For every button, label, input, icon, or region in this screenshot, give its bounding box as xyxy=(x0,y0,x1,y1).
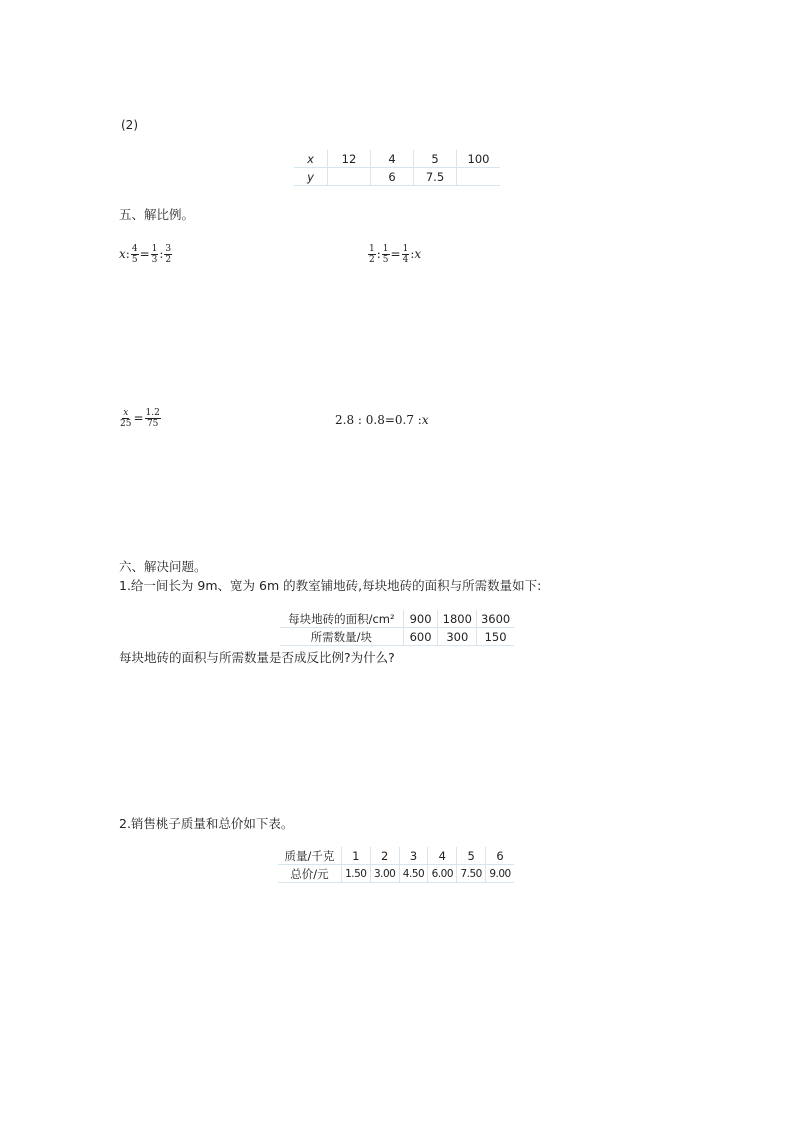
fraction: $\frac{1}{3}$ xyxy=(151,244,158,265)
table-row xyxy=(280,628,514,646)
row-label: 总价/元 xyxy=(278,865,341,883)
section5-title: 五、解比例。 xyxy=(119,207,195,222)
table-row xyxy=(294,168,500,186)
fraction: $\frac{1}{5}$ xyxy=(382,244,389,265)
table-cell: 5 xyxy=(457,847,486,865)
row-label: 所需数量/块 xyxy=(280,628,403,646)
question-1-prompt: 每块地砖的面积与所需数量是否成反比例?为什么? xyxy=(119,650,395,665)
row-label: 每块地砖的面积/cm² xyxy=(280,610,403,628)
colon: : xyxy=(410,247,415,261)
colon: : xyxy=(376,247,381,261)
fraction: $\frac{1}{2}$ xyxy=(369,244,375,265)
table-cell: 4 xyxy=(428,847,457,865)
table-cell: 7.5 xyxy=(414,168,457,186)
table-row xyxy=(294,150,500,168)
tile-table xyxy=(280,610,514,646)
row-label: 质量/千克 xyxy=(278,847,341,865)
table-cell: 5 xyxy=(414,150,457,168)
table-cell: 100 xyxy=(457,150,501,168)
table-row xyxy=(278,865,514,883)
table-cell: 3600 xyxy=(477,610,514,628)
row-label: y xyxy=(294,168,328,186)
table-row xyxy=(280,610,514,628)
equals-sign: = xyxy=(390,247,401,261)
proportion-equation-4 xyxy=(335,413,429,427)
equals-sign: = xyxy=(139,247,150,261)
question-1-text: 1.给一间长为 9m、宽为 6m 的教室铺地砖,每块地砖的面积与所需数量如下: xyxy=(119,578,542,593)
table-cell: 150 xyxy=(477,628,514,646)
table-cell: 900 xyxy=(403,610,438,628)
variable-x: x xyxy=(414,247,422,261)
table-cell: 6 xyxy=(486,847,514,865)
part-label: (2) xyxy=(121,118,138,132)
fraction: $\frac{4}{5}$ xyxy=(131,244,138,265)
table-cell: 3 xyxy=(399,847,428,865)
table-cell: 1800 xyxy=(438,610,477,628)
table-cell: 4.50 xyxy=(399,865,428,883)
table-cell: 3.00 xyxy=(370,865,399,883)
table-cell: 600 xyxy=(403,628,438,646)
equation-left: 2.8 : 0.8=0.7 : xyxy=(335,413,422,427)
table-cell: 7.50 xyxy=(457,865,486,883)
table-cell: 300 xyxy=(438,628,477,646)
table-cell: 6.00 xyxy=(428,865,457,883)
fraction: $\frac{x}{25}$ xyxy=(120,408,132,429)
colon: : xyxy=(159,247,164,261)
variable-x: x xyxy=(119,247,126,261)
row-label: x xyxy=(294,150,328,168)
table-row xyxy=(278,847,514,865)
colon: : xyxy=(125,247,130,261)
table-cell: 1 xyxy=(341,847,370,865)
fraction: $\frac{3}{2}$ xyxy=(165,244,172,265)
peach-table xyxy=(278,847,514,883)
xy-table xyxy=(294,150,500,186)
fraction: $\frac{1}{4}$ xyxy=(402,244,409,265)
proportion-equation-1 xyxy=(119,244,173,265)
table-cell xyxy=(457,168,501,186)
section6-title: 六、解决问题。 xyxy=(119,559,207,574)
table-cell: 4 xyxy=(371,150,414,168)
table-cell xyxy=(328,168,371,186)
question-2-text: 2.销售桃子质量和总价如下表。 xyxy=(119,816,294,831)
table-cell: 12 xyxy=(328,150,371,168)
proportion-equation-3 xyxy=(118,408,162,429)
variable-x: x xyxy=(421,413,429,427)
proportion-equation-2 xyxy=(367,244,421,265)
table-cell: 6 xyxy=(371,168,414,186)
table-cell: 1.50 xyxy=(341,865,370,883)
table-cell: 2 xyxy=(370,847,399,865)
fraction: $\frac{1.2}{75}$ xyxy=(145,408,160,429)
equals-sign: = xyxy=(133,411,144,425)
table-cell: 9.00 xyxy=(486,865,514,883)
